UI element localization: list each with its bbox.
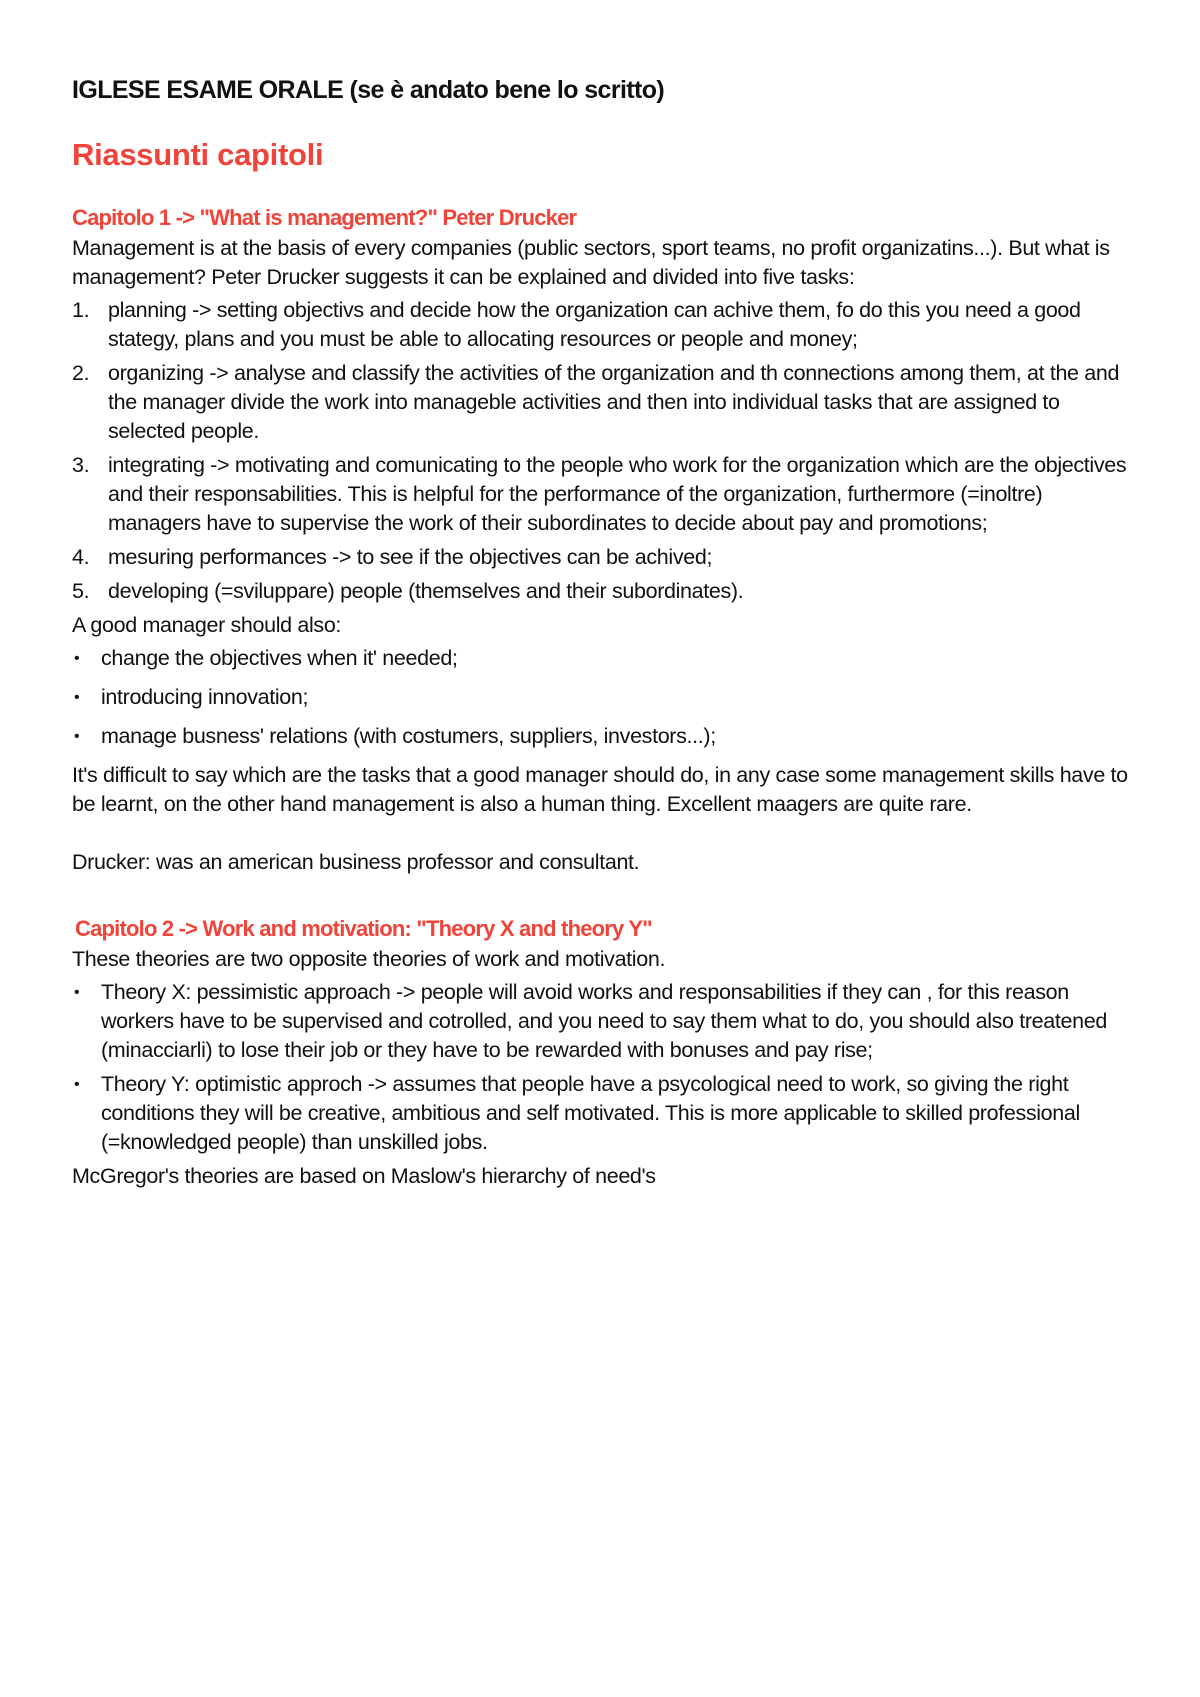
bullet-icon: • (74, 1076, 80, 1093)
bullet-item (72, 683, 1132, 712)
task-text: planning -> setting objectivs and decide how the organization can achive them, fo do this you need a good stategy, plans and you must be able to allocating resources or people and money; (108, 298, 1081, 351)
task-number: 2. (72, 361, 90, 385)
task-number: 5. (72, 579, 90, 603)
bullet-text: manage busness' relations (with costumers, suppliers, investors...); (101, 724, 716, 748)
chapter-2-intro: These theories are two opposite theories of work and motivation. (72, 947, 666, 971)
theories-list (72, 978, 1132, 1157)
bullet-icon: • (74, 728, 80, 745)
task-text: integrating -> motivating and comunicating to the people who work for the organization which are the objectives and their responsabilities. This is helpful for the performance of the organization, furthermore (=inoltre) managers have to supervise the work of their subordinates to decide about pay and promotions; (108, 453, 1127, 535)
drucker-note: Drucker: was an american business professor and consultant. (72, 850, 640, 874)
task-item (72, 451, 1132, 538)
task-item (72, 543, 1132, 572)
task-text: organizing -> analyse and classify the activities of the organization and th connections among them, at the and the manager divide the work into manageble activities and then into individual tasks that are assigned to selected people. (108, 361, 1120, 443)
bullet-icon: • (74, 650, 80, 667)
chapter-2-conclusion: McGregor's theories are based on Maslow's hierarchy of need's (72, 1164, 656, 1188)
theory-y-item (72, 1070, 1132, 1157)
bullet-text: change the objectives when it' needed; (101, 646, 458, 670)
bullet-item (72, 722, 1132, 751)
document-title: IGLESE ESAME ORALE (se è andato bene lo scritto) (72, 76, 665, 104)
blank-line (72, 819, 1132, 848)
chapter-1-heading: Capitolo 1 -> "What is management?" Peter Drucker (72, 205, 577, 230)
bullet-item (72, 644, 1132, 673)
chapter-1-section (72, 204, 1132, 877)
bullet-icon: • (74, 984, 80, 1001)
theory-text: Theory X: pessimistic approach -> people will avoid works and responsabilities if they can , for this reason workers have to be supervised and cotrolled, and you need to say them what to do, you should also treatened (minacciarli) to lose their job or they have to be rewarded with bonuses and pay rise; (101, 980, 1107, 1062)
task-item (72, 296, 1132, 354)
management-tasks-list (72, 296, 1132, 606)
manager-also-intro: A good manager should also: (72, 613, 342, 637)
theory-text: Theory Y: optimistic approch -> assumes that people have a psycological need to work, so giving the right conditions they will be creative, ambitious and self motivated. This is more applicable to skilled professional (=knowledged people) than unskilled jobs. (101, 1072, 1080, 1154)
task-number: 3. (72, 453, 90, 477)
manager-also-list (72, 644, 1132, 751)
task-number: 1. (72, 298, 90, 322)
chapter-2-section (72, 915, 1132, 1191)
bullet-icon: • (74, 689, 80, 706)
task-text: mesuring performances -> to see if the objectives can be achived; (108, 545, 713, 569)
document-subtitle: Riassunti capitoli (72, 137, 324, 172)
theory-x-item (72, 978, 1132, 1065)
chapter-1-intro: Management is at the basis of every companies (public sectors, sport teams, no profit organizatins...). But what is management? Peter Drucker suggests it can be explained and divided into five tasks: (72, 236, 1110, 289)
task-number: 4. (72, 545, 90, 569)
chapter-2-heading: Capitolo 2 -> Work and motivation: "Theory X and theory Y" (75, 916, 652, 941)
document-page (72, 74, 1132, 1191)
chapter-1-conclusion: It's difficult to say which are the tasks that a good manager should do, in any case some management skills have to be learnt, on the other hand management is also a human thing. Excellent maagers are quite rare. (72, 763, 1128, 816)
task-item (72, 577, 1132, 606)
task-item (72, 359, 1132, 446)
bullet-text: introducing innovation; (101, 685, 309, 709)
task-text: developing (=sviluppare) people (themselves and their subordinates). (108, 579, 744, 603)
